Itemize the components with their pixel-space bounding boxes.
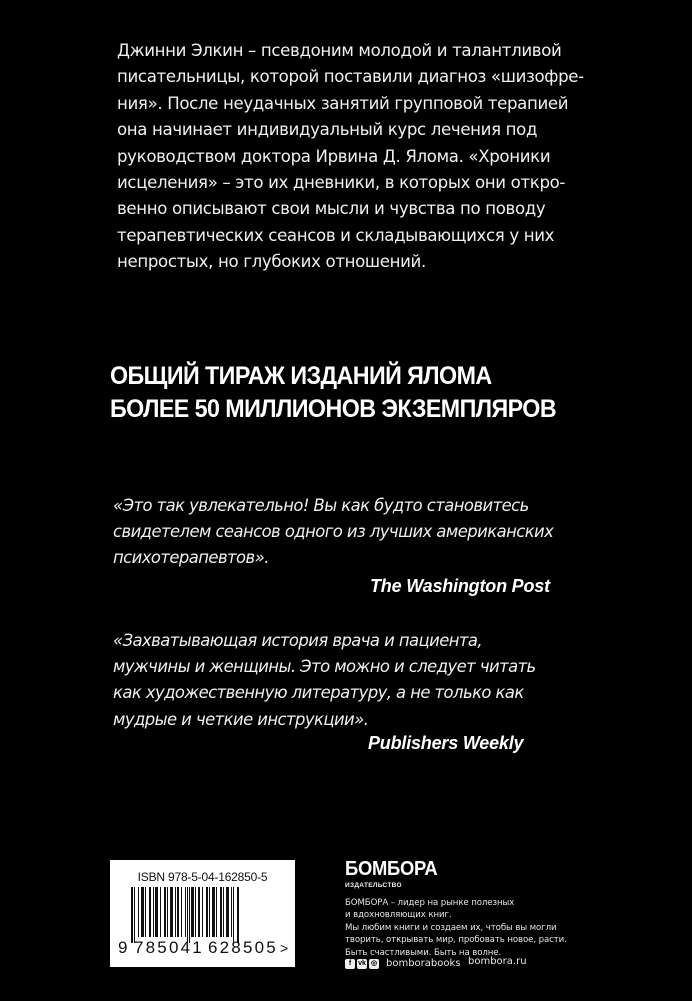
review-quote-1 xyxy=(113,493,553,572)
quote-line: как художественную литературу, а не только как xyxy=(113,683,524,703)
annotation-text xyxy=(117,38,587,276)
description-line: и вдохновляющих книг. xyxy=(345,910,452,921)
annotation-line: руководством доктора Ирвина Д. Ялома. «Хроники xyxy=(117,146,551,166)
circulation-headline xyxy=(110,360,556,426)
review-quote-2 xyxy=(113,628,536,733)
description-line: Мы любим книги и создаем их, чтобы вы могли xyxy=(345,922,557,933)
annotation-line: терапевтических сеансов и складывающихся у них xyxy=(117,225,555,245)
isbn-label: ISBN 978-5-04-162850-5 xyxy=(137,870,268,884)
annotation-line: Джинни Элкин – псевдоним молодой и талантливой xyxy=(117,41,562,60)
quote-line: «Это так увлекательно! Вы как будто становитесь xyxy=(113,496,529,515)
review-source-2: Publishers Weekly xyxy=(368,733,524,753)
annotation-line: она начинает индивидуальный курс лечения под xyxy=(117,120,538,140)
publisher-description xyxy=(345,897,567,959)
barcode-bars xyxy=(131,887,279,943)
facebook-icon[interactable]: f xyxy=(345,959,355,969)
isbn-barcode: ISBN 978-5-04-162850-5 9 785041 628505 > xyxy=(110,860,295,967)
review-source-1: The Washington Post xyxy=(370,576,550,596)
quote-line: «Захватывающая история врача и пациента, xyxy=(113,631,483,650)
quote-line: психотерапевтов». xyxy=(113,548,269,568)
publisher-logo: БОМБОРА xyxy=(345,858,438,880)
annotation-line: писательницы, которой поставили диагноз «шизофре- xyxy=(117,67,584,87)
quote-line: свидетелем сеансов одного из лучших американских xyxy=(113,522,554,542)
quote-line: мудрые и четкие инструкции». xyxy=(113,709,369,729)
social-links xyxy=(345,958,461,969)
description-line: творить, открывать мир, пробовать новое, расти. xyxy=(345,935,567,946)
annotation-line: исцеления» – это их дневники, в которых они откро- xyxy=(117,173,566,193)
headline-line: ОБЩИЙ ТИРАЖ ИЗДАНИЙ ЯЛОМА xyxy=(110,362,492,390)
description-line: БОМБОРА – лидер на рынке полезных xyxy=(345,898,515,908)
annotation-line: венно описывают свои мысли и чувства по поводу xyxy=(117,199,546,219)
instagram-icon[interactable]: ◎ xyxy=(370,960,378,967)
annotation-line: непростых, но глубоких отношений. xyxy=(117,252,426,272)
publisher-subtitle: ИЗДАТЕЛЬСТВО xyxy=(345,882,402,889)
website-link[interactable]: bombora.ru xyxy=(468,956,527,967)
headline-line: БОЛЕЕ 50 МИЛЛИОНОВ ЭКЗЕМПЛЯРОВ xyxy=(110,395,557,423)
description-line: Быть счастливыми. Быть на волне. xyxy=(345,947,502,958)
social-handle[interactable]: bomborabooks xyxy=(386,958,461,969)
vk-icon[interactable]: vk xyxy=(358,960,366,967)
quote-line: мужчины и женщины. Это можно и следует читать xyxy=(113,657,536,677)
annotation-line: ния». После неудачных занятий групповой терапией xyxy=(117,93,569,113)
